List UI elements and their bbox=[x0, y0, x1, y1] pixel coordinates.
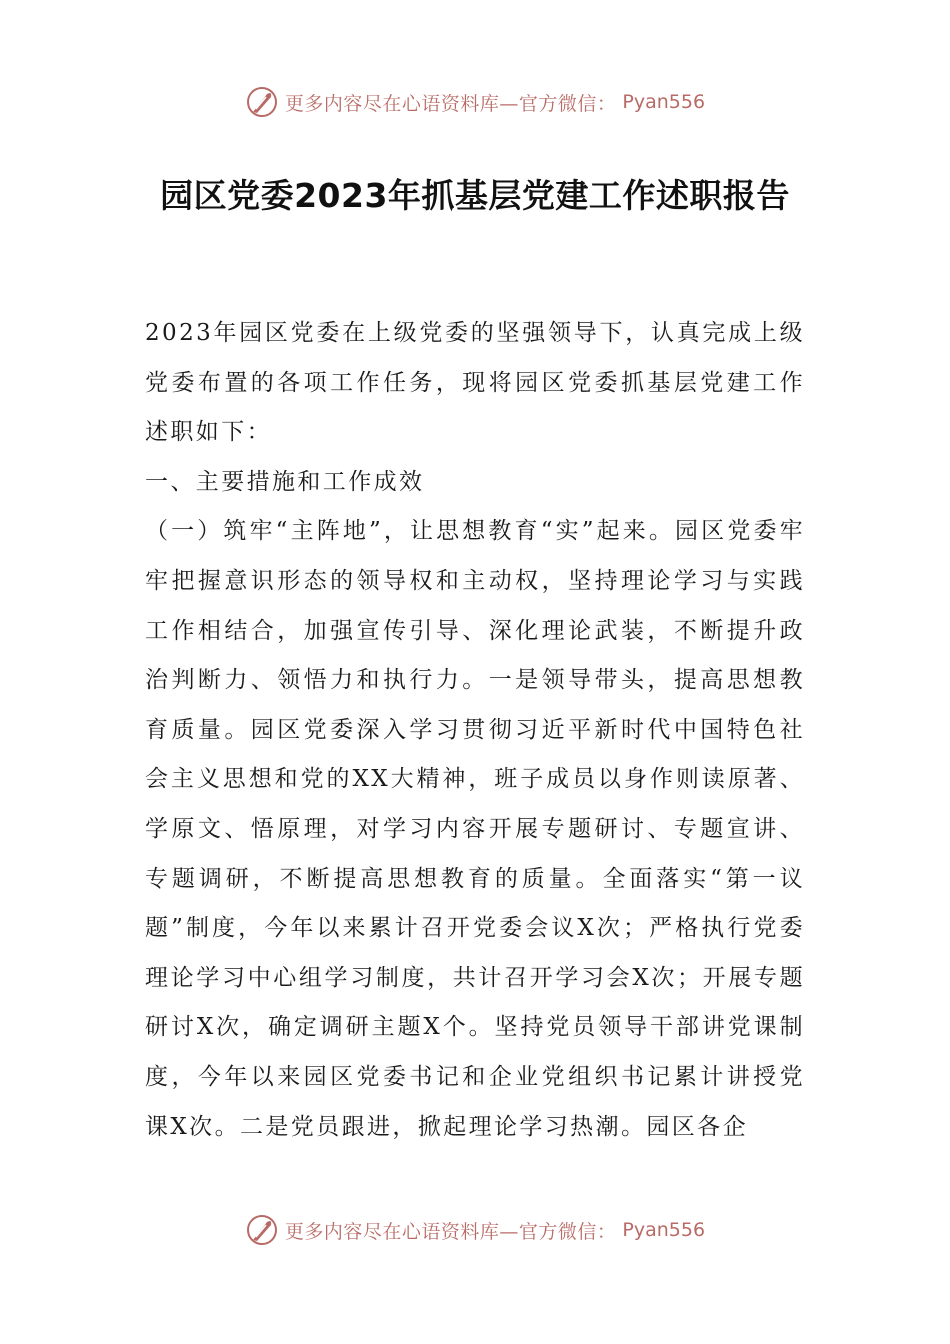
watermark-text: 更多内容尽在心语资料库—官方微信： bbox=[284, 1220, 617, 1243]
quill-pen-logo-icon bbox=[245, 85, 279, 119]
section-heading: 一、主要措施和工作成效 bbox=[145, 468, 425, 495]
header-watermark bbox=[0, 82, 950, 122]
intro-paragraph: 2023年园区党委在上级党委的坚强领导下，认真完成上级党委布置的各项工作任务，现将园区党委抓基层党建工作述职如下： bbox=[145, 320, 805, 446]
watermark-text: 更多内容尽在心语资料库—官方微信： bbox=[284, 92, 617, 115]
quill-pen-logo-icon bbox=[245, 1213, 279, 1247]
footer-watermark bbox=[0, 1210, 950, 1250]
document-body bbox=[145, 309, 805, 1152]
watermark-wechat-id: Pyan556 bbox=[622, 1219, 706, 1241]
watermark-wechat-id: Pyan556 bbox=[622, 91, 706, 113]
document-title: 园区党委2023年抓基层党建工作述职报告 bbox=[160, 176, 790, 215]
body-paragraph: （一）筑牢“主阵地”，让思想教育“实”起来。园区党委牢牢把握意识形态的领导权和主动权，坚持理论学习与实践工作相结合，加强宣传引导、深化理论武装，不断提升政治判断力、领悟力和执行力。一是领导带头，提高思想教育质量。园区党委深入学习贯彻习近平新时代中国特色社会主义思想和党的XX大精神，班子成员以身作则读原著、学原文、悟原理，对学习内容开展专题研讨、专题宣讲、专题调研，不断提高思想教育的质量。全面落实“第一议题”制度，今年以来累计召开党委会议X次；严格执行党委理论学习中心组学习制度，共计召开学习会X次；开展专题研讨X次，确定调研主题X个。坚持党员领导干部讲党课制度，今年以来园区党委书记和企业党组织书记累计讲授党课X次。二是党员跟进，掀起理论学习热潮。园区各企 bbox=[145, 518, 805, 1140]
